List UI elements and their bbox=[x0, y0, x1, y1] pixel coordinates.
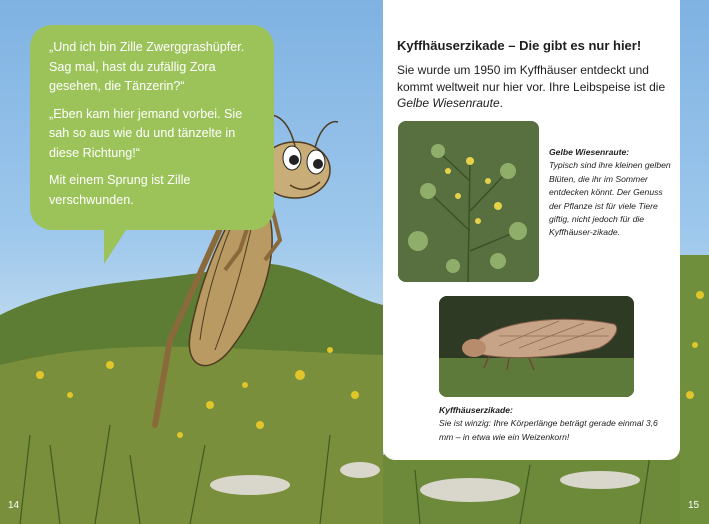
speech-line-1: „Und ich bin Zille Zwerggrashüpfer. Sag mal, hast du zufällig Zora gesehen, die Tänzerin?“ bbox=[49, 40, 245, 93]
meadow-rue-caption bbox=[549, 146, 673, 240]
speech-line-3: Mit einem Sprung ist Zille verschwunden. bbox=[49, 173, 191, 207]
speech-line-2: „Eben kam hier jemand vorbei. Sie sah so aus wie du und tänzelte in diese Richtung!“ bbox=[49, 106, 243, 160]
info-card-intro bbox=[397, 62, 667, 112]
leafhopper-caption-text: Sie ist winzig: Ihre Körperlänge beträgt gerade einmal 3,6 mm – in etwa wie ein Weizenkorn! bbox=[439, 418, 658, 442]
speech-bubble-tail bbox=[104, 224, 130, 264]
intro-end: . bbox=[499, 96, 503, 110]
leafhopper-caption bbox=[439, 404, 674, 444]
meadow-rue-photo bbox=[398, 121, 539, 282]
intro-plant-name: Gelbe Wiesenraute bbox=[397, 96, 500, 110]
info-card bbox=[383, 0, 680, 460]
leafhopper-photo bbox=[439, 296, 634, 397]
meadow-rue-caption-title: Gelbe Wiesenraute: bbox=[549, 147, 630, 157]
intro-text: Sie wurde um 1950 im Kyffhäuser entdeckt und kommt weltweit nur hier vor. Ihre Leibspeise ist die bbox=[397, 63, 666, 94]
leafhopper-caption-title: Kyffhäuserzikade: bbox=[439, 405, 513, 415]
page-number-right: 15 bbox=[688, 500, 700, 511]
meadow-rue-caption-text: Typisch sind ihre kleinen gelben Blüten, die ihr im Sommer entdecken könnt. Der Genuss der Pflanze ist für viele Tiere giftig, nicht jedoch für die Kyffhäuser-zikade. bbox=[549, 160, 671, 238]
page-number-left: 14 bbox=[8, 500, 20, 511]
info-card-title: Kyffhäuserzikade – Die gibt es nur hier! bbox=[397, 38, 642, 53]
speech-bubble bbox=[30, 25, 274, 230]
